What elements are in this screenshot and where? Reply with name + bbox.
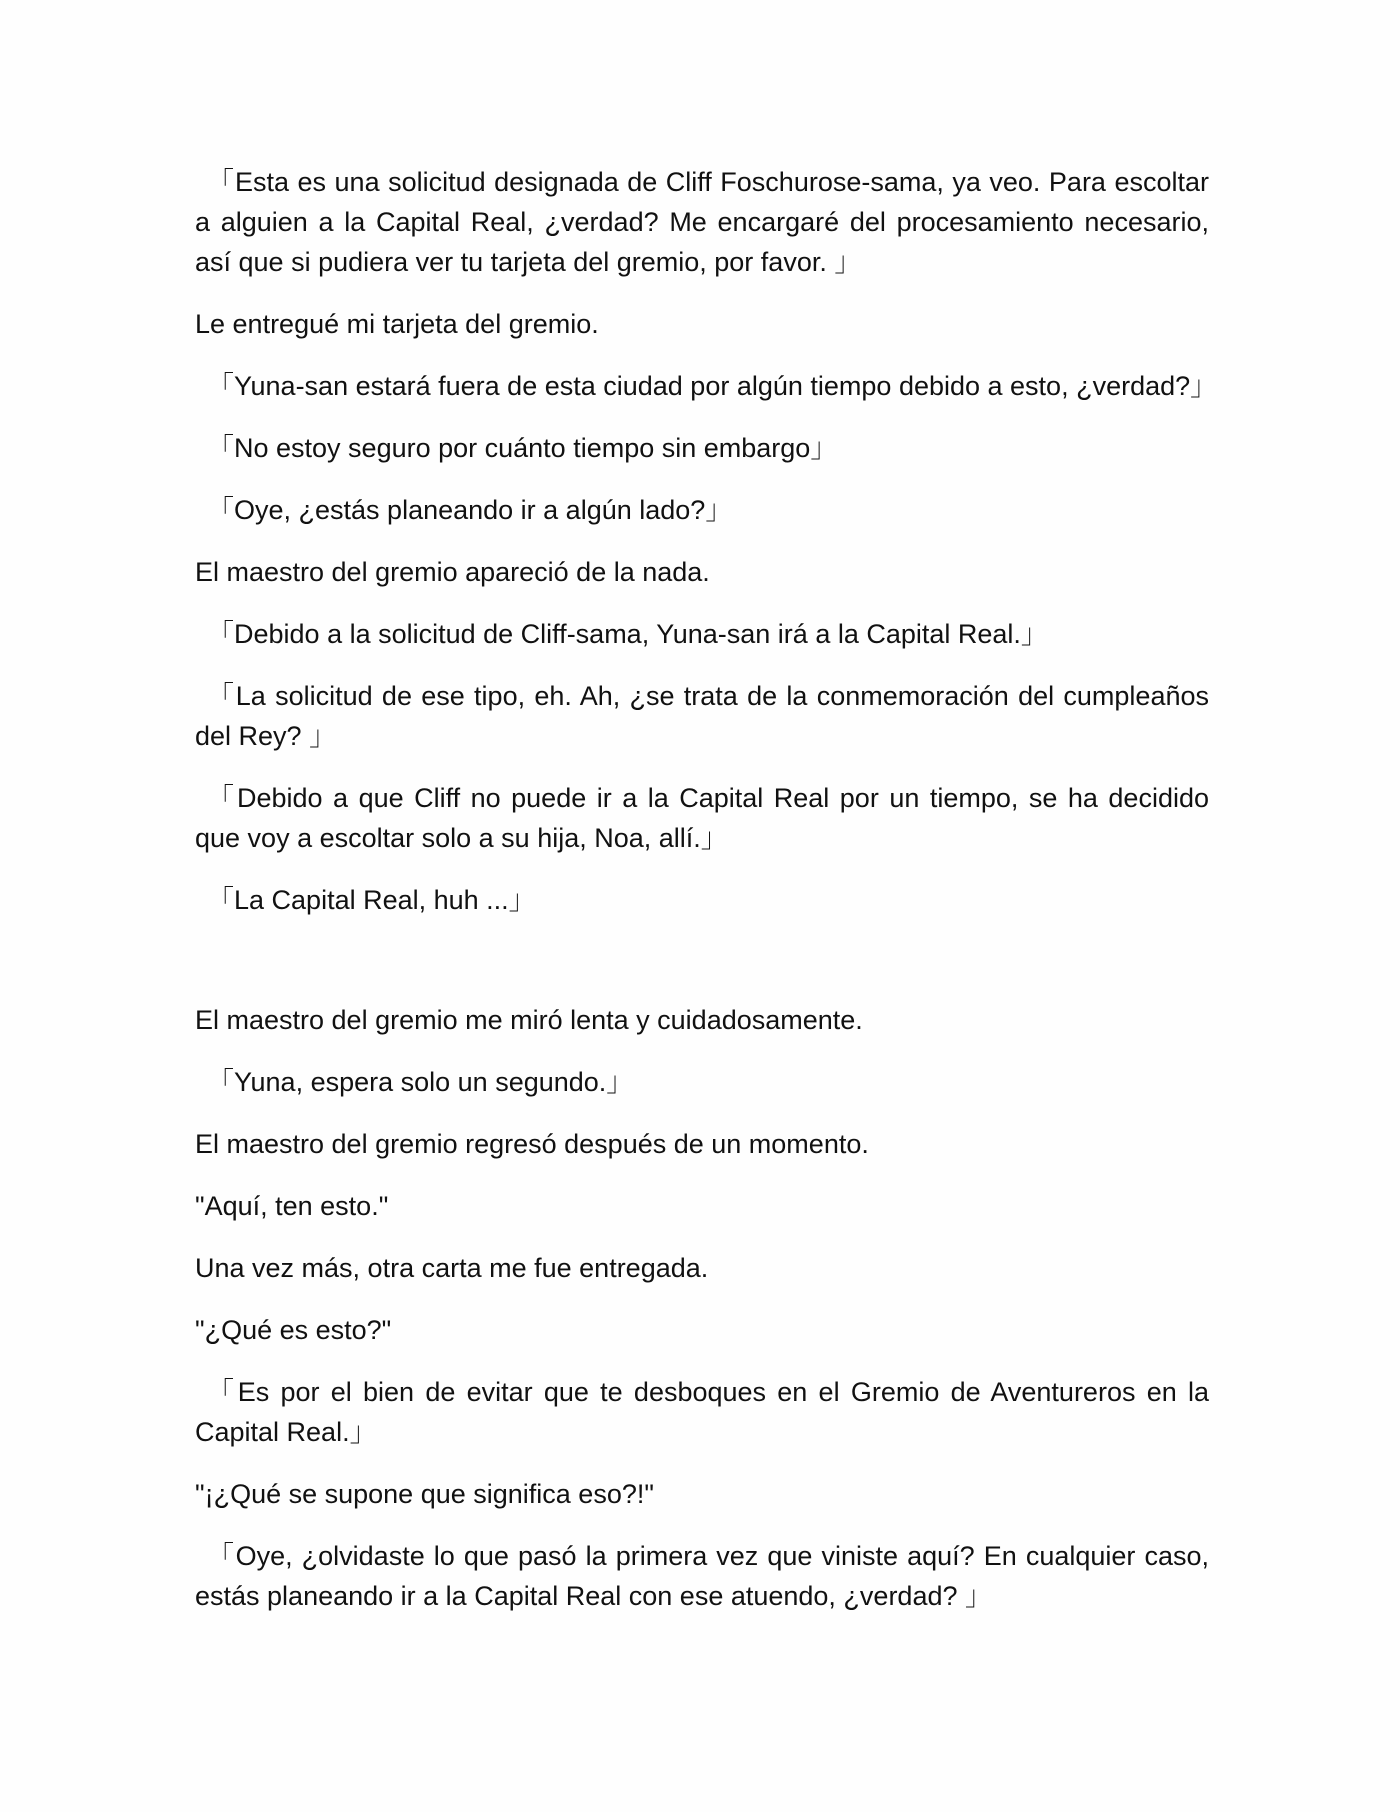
paragraph-4: 「No estoy seguro por cuánto tiempo sin embargo」 — [207, 433, 838, 463]
paragraph-6: El maestro del gremio apareció de la nada. — [195, 557, 710, 587]
paragraph-18: "¡¿Qué se supone que significa eso?!" — [195, 1479, 654, 1509]
paragraph-8: 「La solicitud de ese tipo, eh. Ah, ¿se trata de la conmemoración del cumpleaños del Rey? 」 — [195, 681, 1209, 751]
paragraph-13: El maestro del gremio regresó después de un momento. — [195, 1129, 869, 1159]
paragraph-12: 「Yuna, espera solo un segundo.」 — [207, 1067, 634, 1097]
paragraph-7: 「Debido a la solicitud de Cliff-sama, Yuna-san irá a la Capital Real.」 — [207, 619, 1048, 649]
body-text — [195, 162, 1218, 1638]
paragraph-9: 「Debido a que Cliff no puede ir a la Capital Real por un tiempo, se ha decidido que voy a escoltar solo a su hija, Noa, allí.」 — [195, 783, 1209, 853]
paragraph-15: Una vez más, otra carta me fue entregada. — [195, 1253, 709, 1283]
paragraph-2: Le entregué mi tarjeta del gremio. — [195, 309, 599, 339]
section-gap — [195, 942, 1209, 1000]
paragraph-14: "Aquí, ten esto." — [195, 1191, 389, 1221]
paragraph-10: 「La Capital Real, huh ...」 — [207, 885, 536, 915]
paragraph-17: 「Es por el bien de evitar que te desboques en el Gremio de Aventureros en la Capital Real.」 — [195, 1377, 1209, 1447]
paragraph-3: 「Yuna-san estará fuera de esta ciudad por algún tiempo debido a esto, ¿verdad?」 — [207, 371, 1218, 401]
paragraph-5: 「Oye, ¿estás planeando ir a algún lado?」 — [207, 495, 733, 525]
paragraph-1: 「Esta es una solicitud designada de Cliff Foschurose-sama, ya veo. Para escoltar a alguien a la Capital Real, ¿verdad? Me encargaré del procesamiento necesario, así que si pudiera ver tu tarjeta del gremio, por favor. 」 — [195, 167, 1209, 277]
paragraph-19: 「Oye, ¿olvidaste lo que pasó la primera vez que viniste aquí? En cualquier caso, estás planeando ir a la Capital Real con ese atuendo, ¿verdad? 」 — [195, 1541, 1209, 1611]
paragraph-16: "¿Qué es esto?" — [195, 1315, 392, 1345]
paragraph-11: El maestro del gremio me miró lenta y cuidadosamente. — [195, 1005, 863, 1035]
